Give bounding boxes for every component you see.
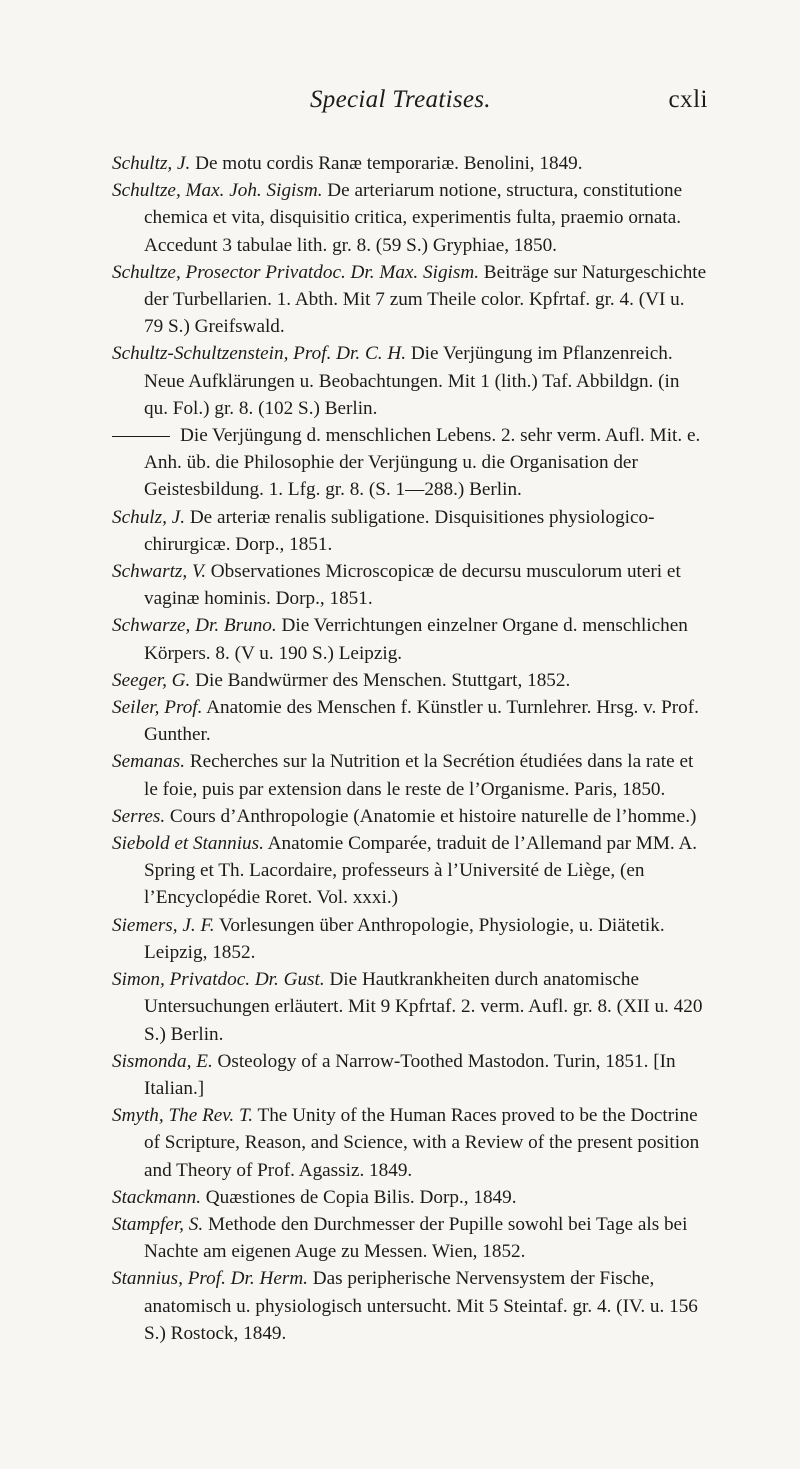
running-title: Special Treatises.: [310, 86, 491, 113]
entry-text: Osteology of a Narrow-Toothed Mastodon. Turin, 1851. [In Italian.]: [144, 1050, 676, 1099]
entry-text: Methode den Durchmesser der Pupille sowohl bei Tage als bei Nachte am eigenen Auge zu Messen. Wien, 1852.: [144, 1213, 688, 1263]
page-number: cxli: [668, 86, 708, 113]
entry-author: Simon, Privatdoc. Dr. Gust.: [112, 969, 325, 991]
bibliography-entry: [112, 1211, 708, 1265]
bibliography-entry: [112, 1184, 708, 1211]
bibliography-entry: [112, 1265, 708, 1347]
ditto-dash: [112, 436, 170, 437]
bibliography-entry: [112, 966, 708, 1048]
bibliography-entry: [112, 504, 708, 558]
entry-author: Stackmann.: [112, 1186, 201, 1208]
bibliography-entry: [112, 150, 708, 177]
bibliography-entry: [112, 694, 708, 748]
entry-text: Quæstiones de Copia Bilis. Dorp., 1849.: [201, 1186, 517, 1208]
bibliography-entry: [112, 748, 708, 802]
entry-author: Siebold et Stannius.: [112, 833, 264, 855]
entry-text: Recherches sur la Nutrition et la Secrétion étudiées dans la rate et le foie, puis par extension dans le reste de l’Organisme. Paris, 1850.: [144, 751, 694, 800]
entry-text: Anatomie Comparée, traduit de l’Allemand par MM. A. Spring et Th. Lacordaire, professeurs à l’Université de Liège, (en l’Encyclopédie Roret. Vol. xxxi.): [144, 833, 698, 909]
bibliography-entry: [112, 830, 708, 912]
entry-author: Stampfer, S.: [112, 1213, 204, 1235]
entry-author: Schultze, Max. Joh. Sigism.: [112, 180, 323, 202]
bibliography-entry: [112, 177, 708, 259]
entry-text: Die Verjüngung d. menschlichen Lebens. 2. sehr verm. Aufl. Mit. e. Anh. üb. die Philosophie der Verjüngung u. die Organisation der Geistesbildung. 1. Lfg. gr. 8. (S. 1—288.) Berlin.: [144, 425, 701, 501]
bibliography-list: [112, 150, 708, 1347]
bibliography-entry: [112, 259, 708, 341]
entry-text: Das peripherische Nervensystem der Fische, anatomisch u. physiologisch untersucht. Mit 5 Steintaf. gr. 4. (IV. u. 156 S.) Rostock, 1849.: [144, 1268, 698, 1344]
entry-author: Sismonda, E.: [112, 1050, 213, 1072]
bibliography-entry: [112, 1102, 708, 1184]
entry-text: The Unity of the Human Races proved to be the Doctrine of Scripture, Reason, and Science, with a Review of the present position and Theory of Prof. Agassiz. 1849.: [144, 1105, 700, 1181]
entry-author: Schwartz, V.: [112, 561, 206, 583]
entry-text: De motu cordis Ranæ temporariæ. Benolini, 1849.: [190, 153, 583, 174]
entry-author: Seiler, Prof.: [112, 697, 203, 719]
entry-author: Stannius, Prof. Dr. Herm.: [112, 1268, 308, 1290]
entry-text: Die Verjüngung im Pflanzenreich. Neue Aufklärungen u. Beobachtungen. Mit 1 (lith.) Taf. Abbildgn. (in qu. Fol.) gr. 8. (102 S.) Berlin.: [144, 343, 680, 419]
bibliography-entry: [112, 667, 708, 694]
entry-text: De arteriæ renalis subligatione. Disquisitiones physiologico-chirurgicæ. Dorp., 1851.: [144, 506, 655, 555]
bibliography-entry: [112, 558, 708, 612]
entry-text: De arteriarum notione, structura, constitutione chemica et vita, disquisitio critica, experimentis fulta, praemio ornata. Accedunt 3 tabulae lith. gr. 8. (59 S.) Gryphiae, 1850.: [144, 180, 683, 256]
entry-text: Die Verrichtungen einzelner Organe d. menschlichen Körpers. 8. (V u. 190 S.) Leipzig.: [144, 615, 688, 664]
entry-text: Beiträge sur Naturgeschichte der Turbellarien. 1. Abth. Mit 7 zum Theile color. Kpfrtaf. gr. 4. (VI u. 79 S.) Greifswald.: [144, 261, 707, 338]
entry-author: Schultze, Prosector Privatdoc. Dr. Max. Sigism.: [112, 261, 479, 283]
bibliography-entry: [112, 422, 708, 504]
entry-author: Schultz, J.: [112, 153, 191, 174]
entry-text: Anatomie des Menschen f. Künstler u. Turnlehrer. Hrsg. v. Prof. Gunther.: [144, 697, 699, 746]
entry-text: Die Bandwürmer des Menschen. Stuttgart, 1852.: [190, 669, 571, 691]
bibliography-entry: [112, 340, 708, 422]
entry-author: Schwarze, Dr. Bruno.: [112, 615, 277, 637]
entry-text: Observationes Microscopicæ de decursu musculorum uteri et vaginæ hominis. Dorp., 1851.: [144, 561, 681, 610]
entry-author: Siemers, J. F.: [112, 914, 215, 936]
bibliography-entry: [112, 1048, 708, 1102]
entry-author: Smyth, The Rev. T.: [112, 1105, 254, 1127]
entry-author: Schultz-Schultzenstein, Prof. Dr. C. H.: [112, 343, 407, 365]
entry-text: Die Hautkrankheiten durch anatomische Untersuchungen erläutert. Mit 9 Kpfrtaf. 2. verm. Aufl. gr. 8. (XII u. 420 S.) Berlin.: [144, 969, 703, 1045]
entry-author: Semanas.: [112, 751, 186, 773]
bibliography-entry: [112, 803, 708, 830]
entry-author: Seeger, G.: [112, 669, 191, 691]
entry-author: Serres.: [112, 805, 166, 827]
bibliography-entry: [112, 612, 708, 666]
entry-text: Vorlesungen über Anthropologie, Physiologie, u. Diätetik. Leipzig, 1852.: [144, 914, 665, 963]
entry-author: Schulz, J.: [112, 506, 186, 528]
bibliography-entry: [112, 912, 708, 966]
running-header: [108, 86, 708, 126]
entry-text: Cours d’Anthropologie (Anatomie et histoire naturelle de l’homme.): [165, 805, 697, 827]
